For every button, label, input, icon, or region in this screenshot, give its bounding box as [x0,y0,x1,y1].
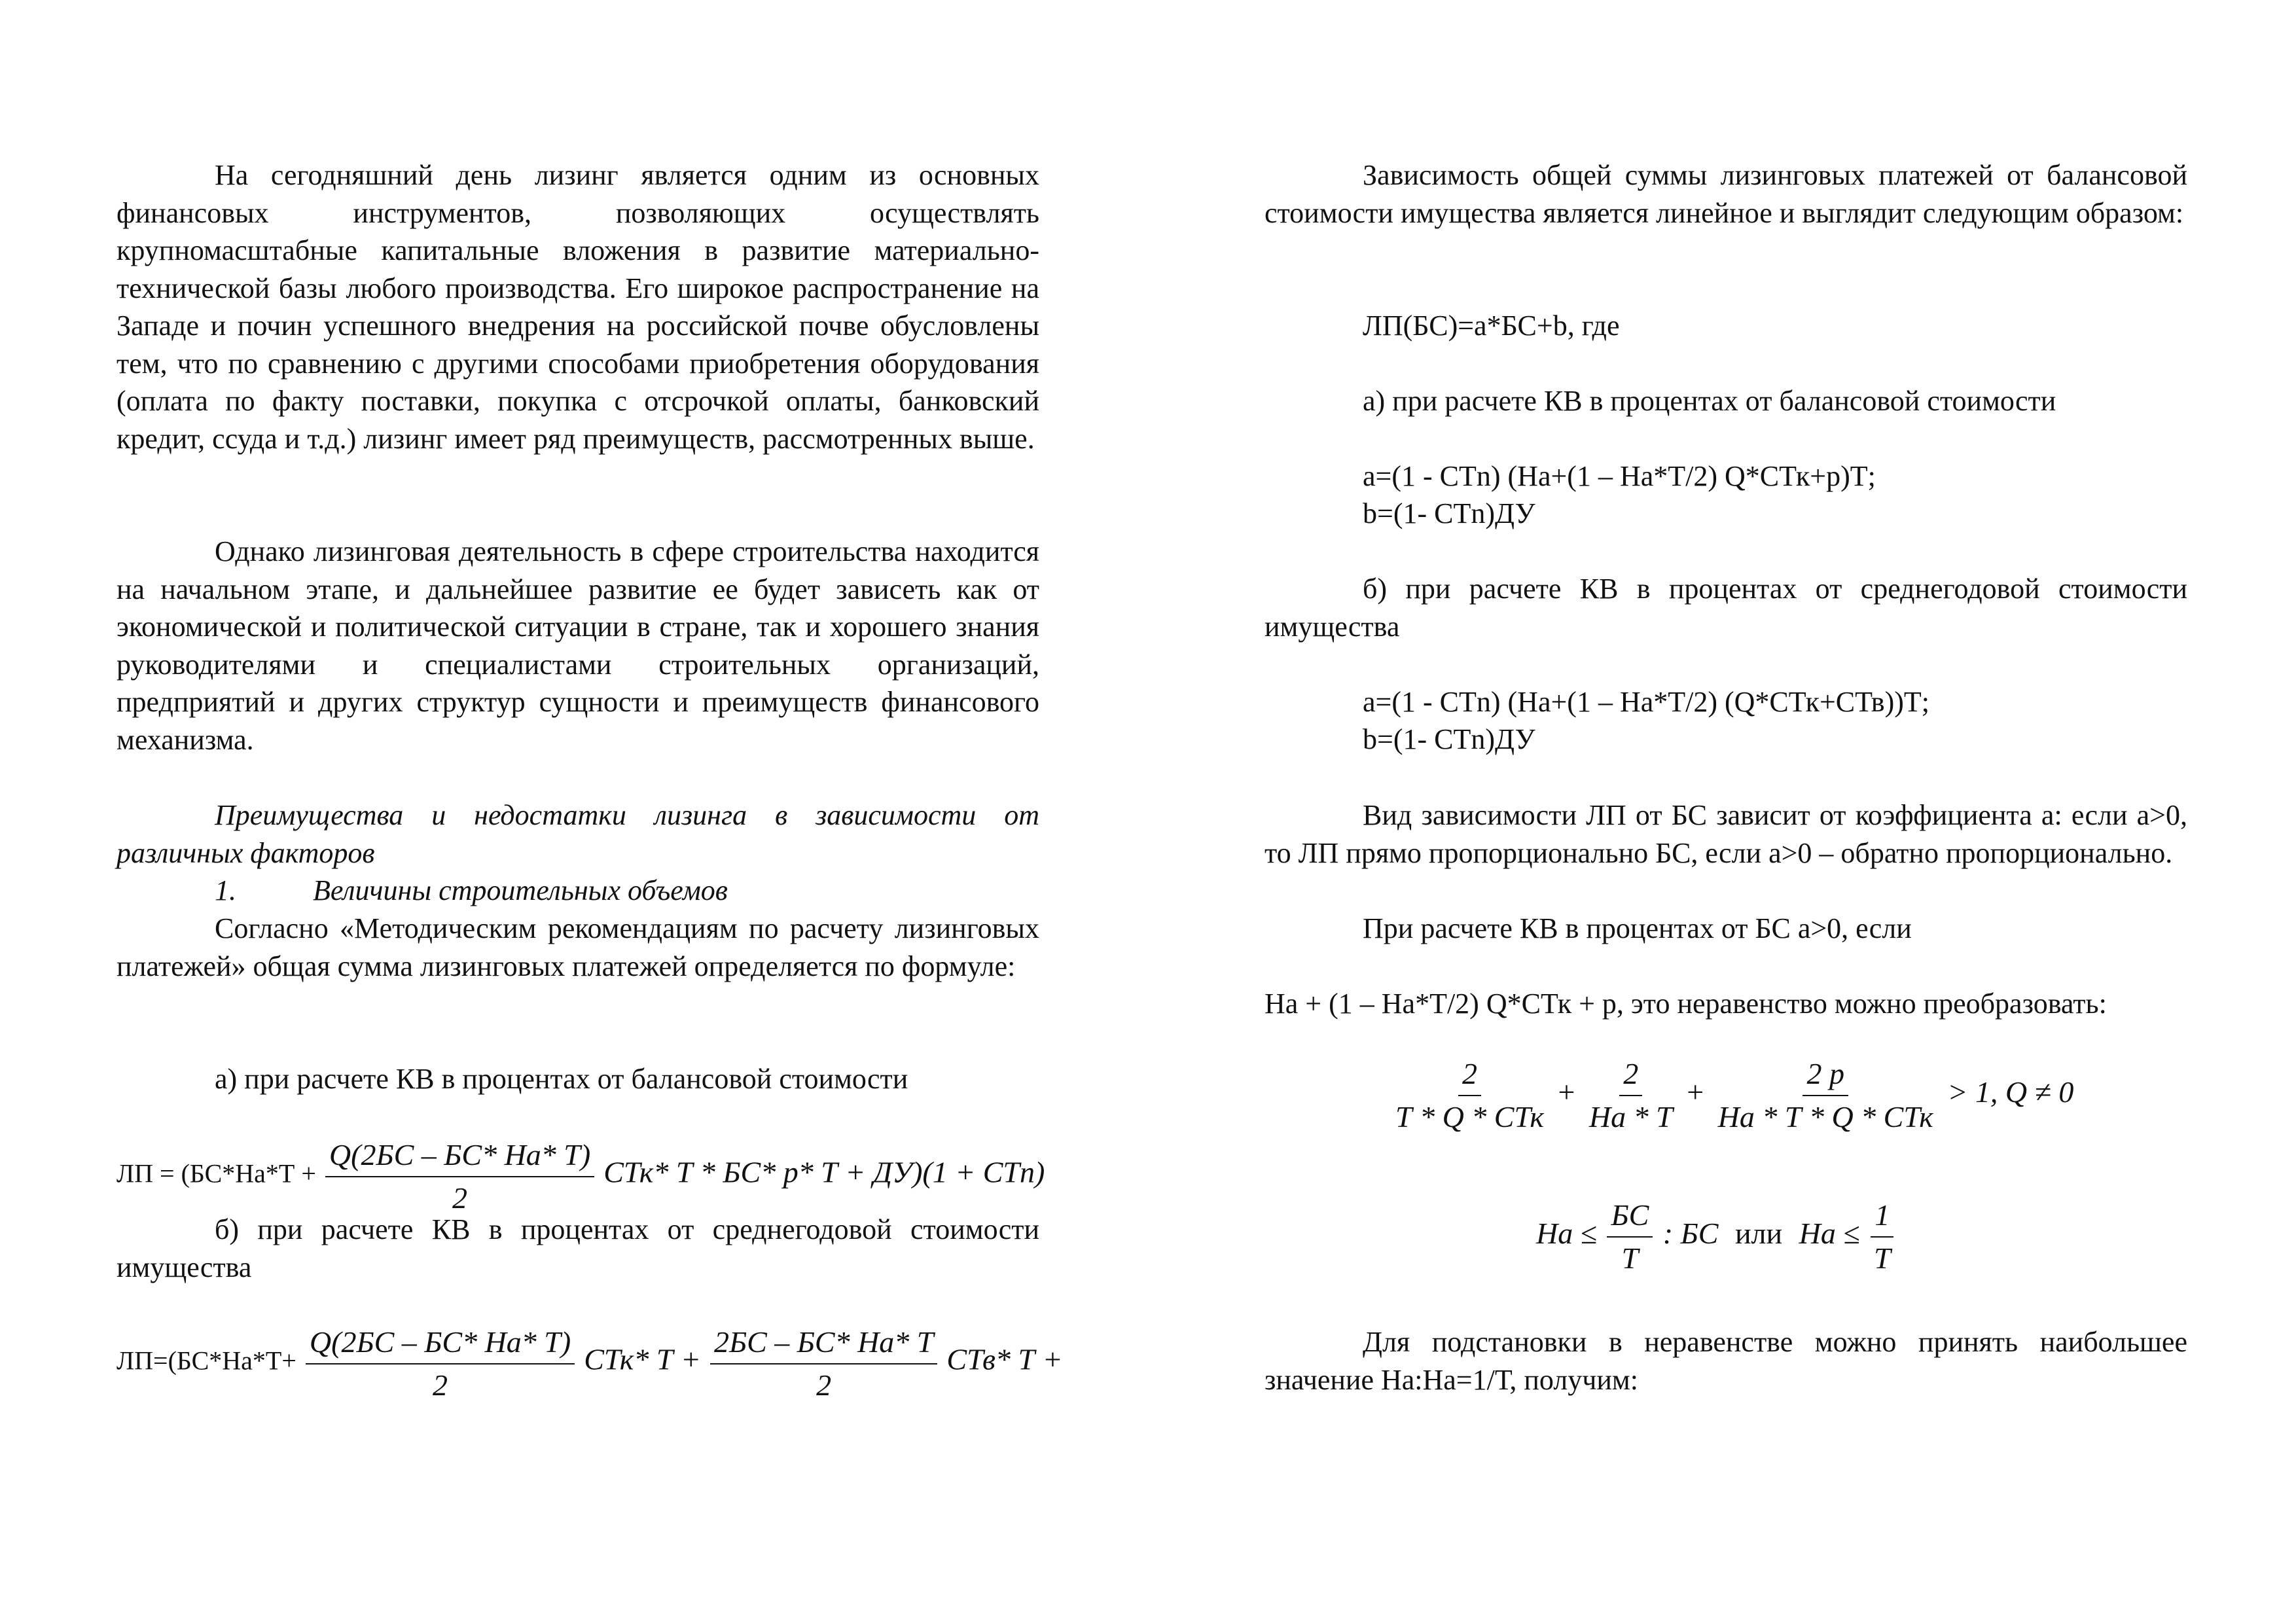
coef-a-balance: а=(1 - СТn) (На+(1 – На*Т/2) Q*СТк+р)Т; [1363,460,1876,492]
case-a-label: а) при расчете КВ в процентах от балансовой стоимости [215,1063,908,1095]
section-heading: Преимущества и недостатки лизинга в зависимости от различных факторов [117,799,1039,869]
ineq-tail: > 1, Q ≠ 0 [1947,1075,2074,1109]
coef-a-average: а=(1 - СТn) (На+(1 – На*Т/2) (Q*СТк+СТв))Т; [1363,686,1929,718]
inequality-formula [1389,1055,2073,1135]
dependency-type-paragraph: Вид зависимости ЛП от БС зависит от коэффициента а: если а>0, то ЛП прямо пропорционально БС, если а>0 – обратно пропорционально. [1265,799,2187,869]
ineq-numerator-3: 2 p [1803,1055,1848,1096]
ineq-plus-2: + [1687,1075,1704,1109]
case-b-label: б) при расчете КВ в процентах от среднегодовой стоимости имущества [1265,573,2187,643]
formula2-numerator-2: 2БС – БС* На* Т [710,1323,937,1364]
cond-denominator-1: Т [1621,1241,1639,1275]
formula-lp-balance [117,1136,1045,1217]
cond-fraction-1 [1607,1196,1653,1277]
linear-equation: ЛП(БС)=а*БС+b, где [1363,310,1620,342]
inequality-intro: На + (1 – На*Т/2) Q*СТк + р, это неравенство можно преобразовать: [1265,988,2107,1020]
formula1-numerator: Q(2БС – БС* На* Т) [325,1136,594,1177]
formula1-denominator: 2 [452,1181,468,1215]
formula1-lead: ЛП = (БС*На*Т + [117,1158,316,1188]
dependency-paragraph: Зависимость общей суммы лизинговых платежей от балансовой стоимости имущества является линейное и выглядит следующим образом: [1265,159,2187,229]
ineq-fraction-2 [1585,1055,1677,1135]
subheading-number: 1. [215,874,236,906]
ineq-denominator-2: На * Т [1588,1099,1673,1133]
cond-lhs-2: На ≤ [1799,1217,1860,1251]
intro-paragraph: На сегодняшний день лизинг является одним из основных финансовых инструментов, позволяющих осуществлять крупномасштабные капитальные вложения в развитие материально-технической базы любого производства. Его широкое распространение на Западе и почин успешного внедрения на российской почве обусловлены тем, что по сравнению с другими способами приобретения оборудования (оплата по факту поставки, покупка с отсрочкой оплаты, банковский кредит, ссуда и т.д.) лизинг имеет ряд преимуществ, рассмотренных выше. [117,159,1039,455]
cond-denominator-2: Т [1874,1241,1891,1275]
case-b-label: б) при расчете КВ в процентах от среднегодовой стоимости имущества [117,1213,1039,1283]
methodology-paragraph: Согласно «Методическим рекомендациям по расчету лизинговых платежей» общая сумма лизинговых платежей определяется по формуле: [117,912,1039,982]
formula2-fraction-1 [306,1323,575,1404]
formula1-tail: СТк* Т * БС* р* Т + ДУ)(1 + СТn) [603,1155,1045,1189]
coef-b-balance: b=(1- СТn)ДУ [1363,497,1535,529]
formula2-lead: ЛП=(БС*На*Т+ [117,1346,296,1376]
ineq-plus-1: + [1558,1075,1575,1109]
ineq-numerator-1: 2 [1458,1055,1481,1096]
ineq-fraction-3 [1714,1055,1937,1135]
numbered-subheading [117,872,728,910]
formula2-denominator-1: 2 [433,1368,448,1402]
cond-numerator-2: 1 [1871,1196,1893,1238]
limitations-paragraph: Однако лизинговая деятельность в сфере строительства находится на начальном этапе, и дальнейшее развитие ее будет зависеть как от экономической и политической ситуации в стране, так и хорошего знания руководителями и специалистами строительных организаций, предприятий и других структур сущности и преимуществ финансового механизма. [117,535,1039,756]
formula2-fraction-2 [710,1323,937,1404]
formula1-fraction [325,1136,594,1217]
cond-or: или [1734,1217,1783,1251]
coef-b-average: b=(1- СТn)ДУ [1363,723,1535,755]
ha-condition-formula [1536,1196,1897,1277]
formula-lp-average [117,1323,1063,1404]
condition-paragraph: При расчете КВ в процентах от БС а>0, если [1363,912,1912,944]
formula2-tail: СТв* Т + [946,1342,1063,1376]
ineq-numerator-2: 2 [1619,1055,1642,1096]
substitution-paragraph: Для подстановки в неравенстве можно принять наибольшее значение На:На=1/Т, получим: [1265,1326,2187,1396]
formula2-numerator-1: Q(2БС – БС* На* Т) [306,1323,575,1364]
ineq-fraction-1 [1391,1055,1548,1135]
subheading-title: Величины строительных объемов [313,874,728,906]
cond-mid: : БС [1662,1217,1719,1251]
ineq-denominator-3: На * Т * Q * СТк [1717,1099,1933,1133]
formula2-denominator-2: 2 [816,1368,832,1402]
cond-numerator-1: БС [1607,1196,1653,1238]
ineq-denominator-1: Т * Q * СТк [1395,1099,1544,1133]
case-a-label: а) при расчете КВ в процентах от балансовой стоимости [1363,385,2056,417]
cond-fraction-2 [1870,1196,1895,1277]
cond-lhs-1: На ≤ [1536,1217,1597,1251]
formula2-mid: СТк* Т + [584,1342,701,1376]
